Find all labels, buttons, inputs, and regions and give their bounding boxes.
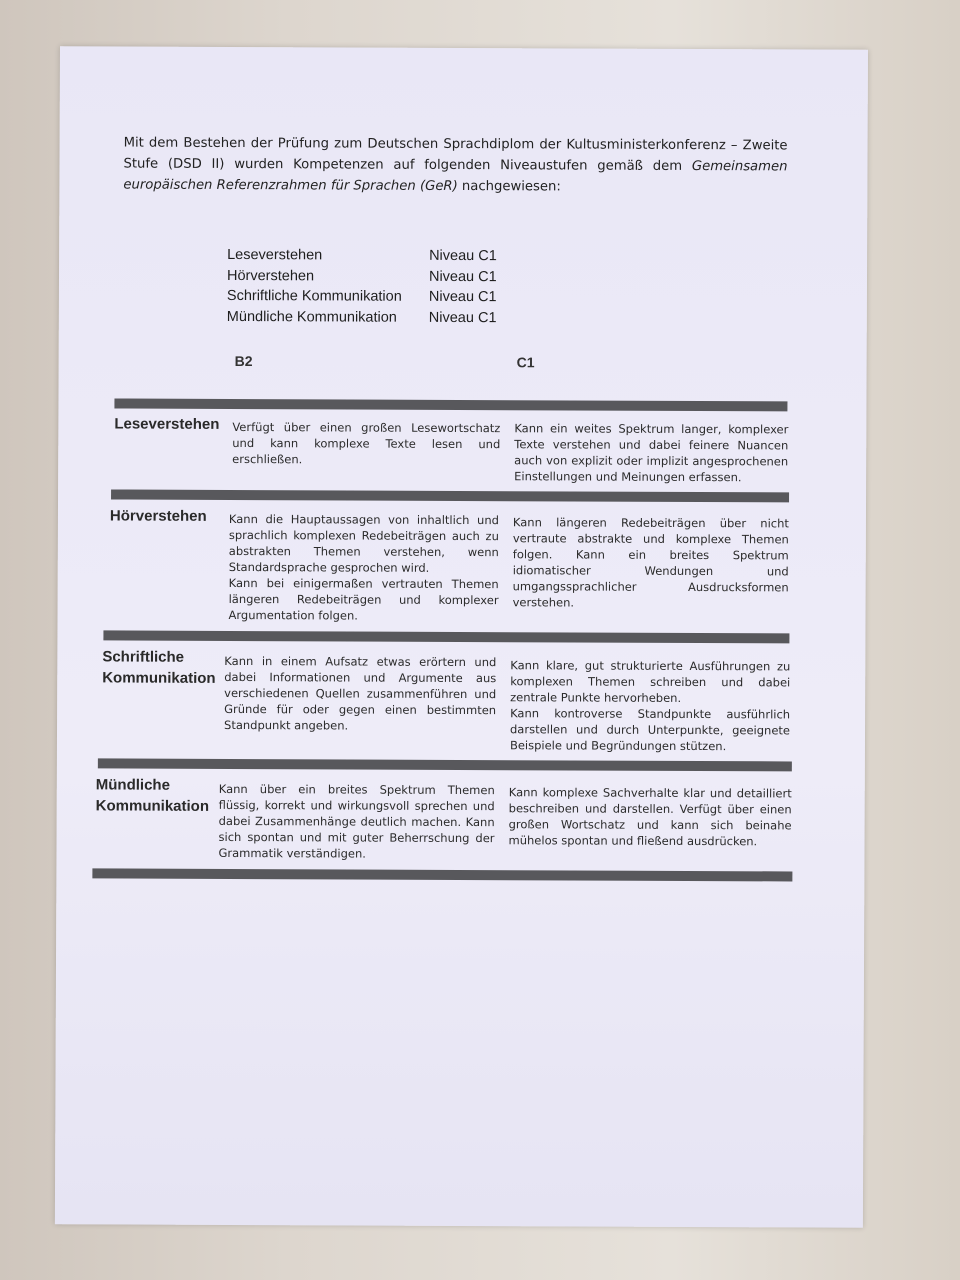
b2-description	[224, 653, 496, 734]
c1-paragraph: Kann ein weites Spektrum langer, komplexer Texte verstehen und dabei feinere Nuancen auch von explizit oder implizit angesprochenen Einstellungen und Meinungen erfassen.	[514, 421, 789, 485]
c1-paragraph: Kann kontroverse Standpunkte ausführlich darstellen und durch Unterpunkte, geeignete Beispiele und Begründungen stützen.	[509, 706, 791, 754]
level-value: Niveau C1	[428, 309, 497, 326]
b2-paragraph: Verfügt über einen großen Lesewortschatz und kann komplexe Texte lesen und erschließen.	[232, 419, 501, 467]
intro-italic-reference: Gemeinsamen europäischen Referenzrahmen für Sprachen (GeR)	[123, 158, 788, 194]
row-skill-label	[114, 413, 219, 434]
c1-description	[509, 784, 792, 849]
table-divider-bar	[103, 630, 789, 643]
b2-paragraph: Kann in einem Aufsatz etwas erörtern und dabei Informationen und Argumente aus verschiedenen Quellen zusammenführen und Gründe für oder gegen einen bestimmten Standpunkt angeben.	[224, 653, 497, 733]
table-divider-bar	[98, 758, 792, 771]
level-row	[227, 265, 517, 287]
b2-paragraph: Kann die Hauptaussagen von inhaltlich und sprachlich komplexen Redebeiträgen auch zu abstrakten Themen verstehen, wenn Standardsprache gesprochen wird.	[228, 511, 499, 575]
level-skill: Mündliche Kommunikation	[226, 308, 397, 326]
b2-description	[232, 419, 500, 468]
row-skill-line: Mündliche	[95, 776, 170, 794]
level-value: Niveau C1	[428, 289, 497, 306]
table-divider-bar	[111, 489, 789, 502]
c1-description	[513, 514, 789, 611]
level-row	[227, 286, 517, 308]
row-skill-line: Schriftliche	[102, 648, 185, 666]
level-row	[227, 306, 517, 328]
row-skill-line: Kommunikation	[102, 669, 216, 687]
level-skill: Schriftliche Kommunikation	[226, 288, 402, 305]
level-row	[227, 245, 517, 267]
document-sheet	[55, 46, 868, 1228]
intro-text-end: nachgewiesen:	[457, 178, 561, 195]
column-header-c1: C1	[516, 354, 535, 371]
level-value: Niveau C1	[428, 268, 497, 285]
row-skill-line: Hörverstehen	[109, 507, 207, 525]
table-bottom-bar	[92, 868, 792, 881]
b2-description	[228, 511, 498, 624]
row-skill-label	[110, 505, 207, 526]
c1-description	[514, 420, 788, 485]
intro-text: Mit dem Bestehen der Prüfung zum Deutschen Sprachdiplom der Kultusministerkonferenz – Zweite Stufe (DSD II) wurden Kompetenzen auf folgenden Niveaustufen gemäß dem	[123, 135, 788, 174]
level-value: Niveau C1	[429, 248, 497, 265]
c1-paragraph: Kann komplexe Sachverhalte klar und detailliert beschreiben und darstellen. Verfügt über einen großen Wortschatz und kann sich beinahe mühelos spontan und fließend ausdrücken.	[508, 785, 792, 849]
b2-description	[218, 781, 494, 862]
b2-paragraph: Kann bei einigermaßen vertrauten Themen längeren Redebeiträgen und komplexer Argumentation folgen.	[228, 575, 499, 623]
row-skill-line: Kommunikation	[95, 797, 210, 815]
c1-description	[510, 657, 790, 754]
c1-paragraph: Kann längeren Redebeiträgen über nicht vertraute abstrakte und komplexe Themen folgen. Kann ein breites Spektrum idiomatischer Wendungen und umgangssprachlicher Ausdrucksformen verstehen.	[512, 515, 789, 610]
row-skill-label	[96, 774, 210, 816]
intro-paragraph	[123, 133, 787, 199]
level-summary	[227, 245, 517, 328]
row-skill-label	[102, 646, 216, 688]
level-skill: Hörverstehen	[226, 267, 315, 285]
level-skill: Leseverstehen	[227, 247, 323, 264]
row-skill-line: Leseverstehen	[114, 415, 220, 433]
b2-paragraph: Kann über ein breites Spektrum Themen flüssig, korrekt und wirkungsvoll sprechen und dabei Zusammenhänge deutlich machen. Kann sich spontan und mit guter Beherrschung der Grammatik verständigen.	[218, 781, 495, 861]
column-header-b2: B2	[234, 353, 253, 370]
table-divider-bar	[114, 398, 787, 411]
c1-paragraph: Kann klare, gut strukturierte Ausführungen zu komplexen Themen schreiben und dabei zentrale Punkte hervorheben.	[510, 658, 791, 705]
